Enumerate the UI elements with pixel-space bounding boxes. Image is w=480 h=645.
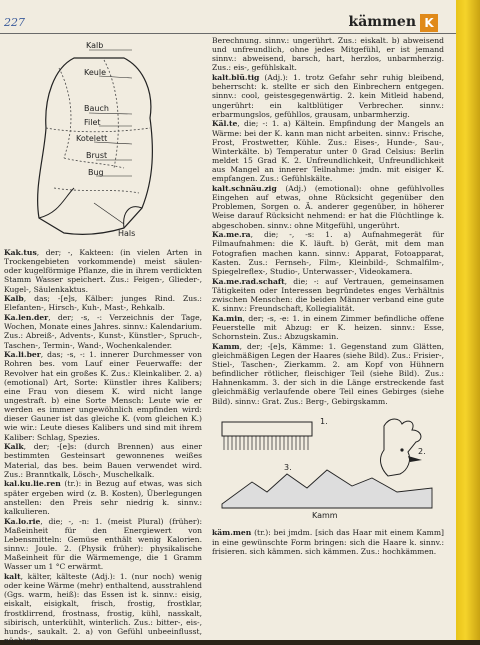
dictionary-entry [212, 528, 444, 555]
label-hals: Hals [118, 229, 136, 238]
entry-definition: , der; -s, -: Verzeichnis der Tage, Wochen, Monate eines Jahres. sinnv.: Kalendarium. Zus.: Abreiß-, Advents-, Kunst-, Künstler-, Spruch-, Taschen-, Termin-, Wand-, Wochenkalender. [4, 313, 202, 350]
entry-definition: , der; -s, -e: 1. in einem Zimmer befindliche offene Feuerstelle mit Abzug: er K. heizen. sinnv.: Esse, Schornstein. Zus.: Abzugskamin. [212, 313, 444, 341]
column-left [4, 248, 202, 645]
dictionary-entry [212, 314, 444, 341]
entry-headword: Ka.min [212, 313, 243, 323]
entry-definition: (Adj.): 1. trotz Gefahr sehr ruhig bleibend, beherrscht: k. stellte er sich den Einbrechern entgegen. sinnv.: cool, geistesgegenwärtig. 2. kein Mitleid habend, ungerührt: ein kaltblütiger Verbrecher. sinnv.: erbarmungslos, gefühllos, grausam, unbarmherzig. [212, 73, 444, 119]
entry-definition: Berechnung. sinnv.: ungerührt. Zus.: eiskalt. b) abweisend und unfreundlich, ohne jedes Mitgefühl, er ist jemand sinnv.: abweisend, barsch, hart, herzlos, unbarmherzig. Zus.: eis-, gefühlskalt. [212, 36, 444, 73]
dictionary-entry [4, 572, 202, 645]
entry-headword: Kak.tus [4, 248, 37, 257]
entry-headword: Ka.me.rad.schaft [212, 276, 285, 286]
cow-cuts-diagram [4, 38, 202, 244]
entry-definition: , das; -[e]s, Kälber: junges Rind. Zus.: Elefanten-, Hirsch-, Kuh-, Mast-, Rehkalb. [4, 294, 202, 313]
label-keule: Keule [84, 68, 106, 77]
entry-headword: kalt.schnäu.zig [212, 184, 277, 193]
column-right [212, 36, 444, 640]
dictionary-entry [212, 230, 444, 276]
dictionary-entry [212, 36, 444, 73]
entry-headword: kalt [4, 571, 21, 581]
dictionary-entry [4, 313, 202, 350]
thumb-index-letter: K [420, 14, 438, 32]
dictionary-entry [4, 350, 202, 442]
dictionary-entry [212, 184, 444, 230]
entry-definition: , die; -: auf Vertrauen, gemeinsamen Tätigkeiten oder Interessen begründetes enges Verhältnis zwischen Menschen: die beiden Männer verband eine gute K. sinnv.: Freundschaft, Kollegialität. [212, 276, 444, 314]
entry-headword: Ka.len.der [4, 313, 49, 323]
entry-headword: Kalk [4, 442, 24, 452]
page-number: 227 [4, 16, 25, 29]
dictionary-entry [212, 73, 444, 119]
entry-definition: , das; -s, -: 1. innerer Durchmesser von Rohren bes. vom Lauf einer Feuerwaffe: der Revolver hat ein großes K. Zus.: Kleinkaliber. 2. a) (emotional) Art, Sorte: Künstler ihres Kalibers; eine Frau von diesem K. wird nicht lange ungestraft. b) eine Sorte Mensch: Leute wie er werden es immer ungewöhnlich empfinden wird: dieser Gauner ist das gleiche K. (vom gleichen K.) wie wir.: Leute dieses Kalibers und sind mit ihrem Kaliber: Schlag, Spezies. [4, 350, 202, 442]
entry-headword: Kamm [212, 341, 240, 351]
dictionary-entry [4, 479, 202, 516]
entry-headword: Ka.li.ber [4, 350, 41, 360]
dictionary-entry [212, 342, 444, 406]
entry-definition: , kälter, kälteste (Adj.): 1. (nur noch) wenig oder keine Wärme (mehr) enthaltend, ausstrahlend (Ggs. warm, heiß): das Essen ist k. sinnv.: eisig, eiskalt, eisigkalt, frisch, frostig, frostklar, frostklirrend, frostnass, frostig, kühl, nasskalt, sibirisch, unterkühlt, winterlich. Zus.: bitter-, eis-, hunds-, saukalt. 2. a) von Gefühl unbeeinflusst, nüchtern. [4, 571, 202, 645]
label-kotelett: Kotelett [76, 134, 108, 143]
entry-headword: kalt.blü.tig [212, 73, 260, 83]
entry-headword: Ka.me.ra [212, 230, 251, 240]
entry-headword: Ka.lo.rie [4, 516, 41, 526]
label-bauch: Bauch [84, 104, 109, 113]
book-spine-edge [456, 0, 480, 640]
kamm-label-3: 3. [284, 463, 292, 473]
dictionary-entry [212, 277, 444, 314]
entry-definition: , der; -, Kakteen: (in vielen Arten in Trockengebieten vorkommende) meist säulen- oder kugelförmige Pflanze, die in ihrem verdickten Stamm Wasser speichert. Zus.: Feigen-, Glieder-, Kugel-, Säulenkaktus. [4, 248, 202, 294]
entry-definition: (tr.): bei jmdm. [sich das Haar mit einem Kamm] in eine gewünschte Form bringen: sich die Haare k. sinnv.: frisieren. sich kämmen. sich kämmen. Zus.: hochkämmen. [212, 528, 444, 556]
entry-definition: , der; -[e]s: (durch Brennen) aus einer bestimmten Gesteinsart gewonnenes weißes Material, das bes. beim Bauen verwendet wird. Zus.: Branntkalk, Lösch-, Muschelkalk. [4, 442, 202, 479]
entry-definition: , der; -[e]s, Kämme: 1. Gegenstand zum Glätten, gleichmäßigen Legen der Haares (siehe Bild). Zus.: Frisier-, Stiel-, Taschen-, Zierkamm. 2. am Kopf von Hühnern befindlicher rötlicher, fleischiger Teil (siehe Bild). Zus.: Hahnenkamm. 3. der sich in die Länge erstreckende fast gleichmäßig verlaufende obere Teil eines Gebirges (siehe Bild). sinnv.: Grat. Zus.: Berg-, Gebirgskamm. [212, 341, 444, 406]
guide-word: kämmen [348, 14, 416, 30]
entry-headword: Käl.te [212, 119, 238, 129]
entry-definition: (tr.): in Bezug auf etwas, was sich später ergeben wird (z. B. Kosten), Überlegungen anstellen: den Preis sehr niedrig k. sinnv.: kalkulieren. [4, 479, 202, 516]
kamm-label-2: 2. [418, 447, 426, 457]
kamm-caption: Kamm [312, 511, 338, 521]
dictionary-entry [212, 119, 444, 183]
label-filet: Filet [84, 118, 101, 127]
entry-headword: Kalb [4, 294, 24, 304]
dictionary-entry [4, 248, 202, 294]
dictionary-entry [4, 442, 202, 479]
entry-headword: käm.men [212, 528, 252, 538]
dictionary-entry [4, 517, 202, 572]
header-rule [0, 33, 456, 34]
entry-definition: , die; -: 1. a) Kältein. Empfindung der Mangels an Wärme: bei der K. kann man nicht arbeiten. sinnv.: Frische, Frost, Frostwetter, Kühle. Zus.: Eises-, Hunde-, Sau-, Winterkälte. b) Temperatur unter 0 Grad Celsius: Berlin meldet 15 Grad K. 2. Unfreundlichkeit, Unfreundlichkeit aus Mangel an innerer Teilnahme: jmdn. mit eisiger K. empfangen. Zus.: Gefühlskälte. [212, 119, 444, 184]
entry-definition: , die; -, -s: 1. a) Aufnahmegerät für Filmaufnahmen: die K. läuft. b) Gerät, mit dem man Fotografien machen kann. sinnv.: Apparat, Fotoapparat, Kasten. Zus.: Fernseh-, Film-, Kleinbild-, Schmalfilm-, Spiegelreflex-, Studio-, Unterwasser-, Videokamera. [212, 230, 444, 276]
entry-definition: (Adj.) (emotional): ohne gefühlvolles Eingehen auf etwas, ohne Rücksicht gegenüber den Problemen, Sorgen o. Ä. anderer gegenüber, in höherer Weise darauf Rücksicht nehmend: er hat die Flüchtlinge k. abgeschoben. sinnv.: ohne Mitgefühl, ungerührt. [212, 184, 444, 230]
label-bug: Bug [88, 168, 104, 177]
label-kalb: Kalb [86, 41, 104, 50]
dictionary-entry [4, 294, 202, 312]
kamm-label-1: 1. [320, 417, 328, 427]
entry-definition: , die; -, -n: 1. (meist Plural) (früher): Maßeinheit für den Energiewert von Lebensmitteln: Gemüse enthält wenig Kalorien. sinnv.: Joule. 2. (Physik früher): physikalische Maßeinheit für die Wärmemenge, die 1 Gramm Wasser um 1 °C erwärmt. [4, 516, 202, 572]
entry-headword: kal.ku.lie.ren [4, 479, 61, 489]
label-brust: Brust [86, 151, 108, 160]
kamm-illustration [212, 412, 442, 522]
